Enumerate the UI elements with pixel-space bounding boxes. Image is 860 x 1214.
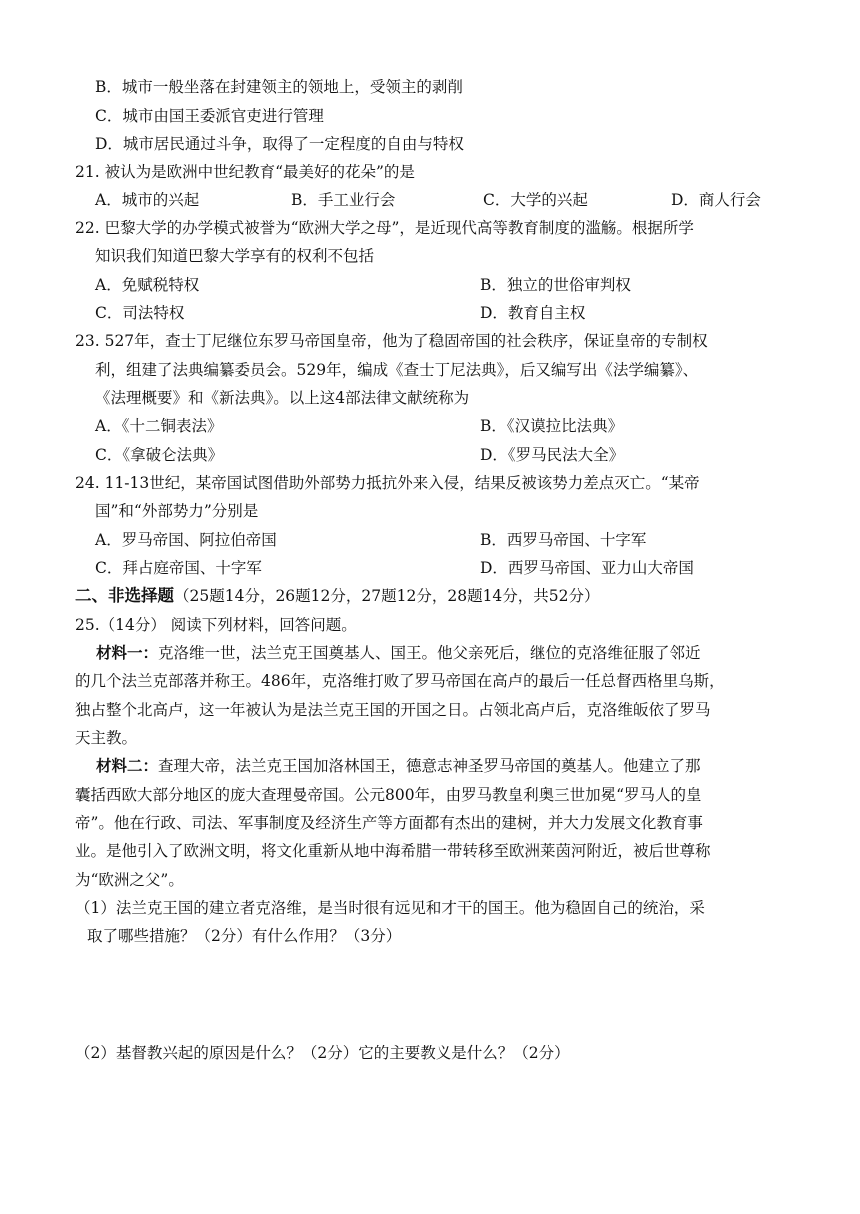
section-2-heading bbox=[75, 586, 600, 606]
q25-sub-2: （2）基督教兴起的原因是什么？（2分）它的主要教义是什么？（2分） bbox=[75, 1044, 570, 1062]
q24-stem-line-2: 国”和“外部势力”分别是 bbox=[95, 502, 259, 520]
q20-option-d: D．城市居民通过斗争，取得了一定程度的自由与特权 bbox=[95, 135, 464, 153]
q24-option-c: C．拜占庭帝国、十字军 bbox=[95, 559, 262, 577]
q25-material-1-line-2: 的几个法兰克部落并称王。486年，克洛维打败了罗马帝国在高卢的最后一任总督西格里乌斯， bbox=[75, 672, 725, 690]
material-1-text: 克洛维一世，法兰克王国奠基人、国王。他父亲死后，继位的克洛维征服了邻近 bbox=[158, 644, 701, 662]
q25-material-2-line-4: 业。是他引入了欧洲文明，将文化重新从地中海希腊一带转移至欧洲莱茵河附近，被后世尊称 bbox=[75, 842, 711, 860]
section-2-detail: （25题14分，26题12分，27题12分，28题14分，共52分） bbox=[174, 587, 600, 605]
q25-stem: 25.（14分） 阅读下列材料，回答问题。 bbox=[75, 616, 357, 634]
q25-material-1-line-3: 独占整个北高卢，这一年被认为是法兰克王国的开国之日。占领北高卢后，克洛维皈依了罗马 bbox=[75, 701, 711, 719]
material-1-label: 材料一： bbox=[96, 643, 159, 662]
q21-stem: 21. 被认为是欧洲中世纪教育“最美好的花朵”的是 bbox=[75, 163, 415, 181]
q22-option-c: C．司法特权 bbox=[95, 304, 185, 322]
q23-stem-line-3: 《法理概要》和《新法典》。以上这4部法律文献统称为 bbox=[95, 389, 470, 407]
q25-sub-1-line-2: 取了哪些措施？（2分）有什么作用？（3分） bbox=[87, 927, 402, 945]
q21-option-d: D．商人行会 bbox=[671, 191, 761, 209]
q25-material-2-line-2: 囊括西欧大部分地区的庞大查理曼帝国。公元800年，由罗马教皇利奥三世加冕“罗马人的皇 bbox=[75, 786, 702, 804]
q21-option-c: C．大学的兴起 bbox=[483, 191, 588, 209]
q23-option-d: D．《罗马民法大全》 bbox=[480, 446, 625, 464]
q24-stem-line-1: 24. 11-13世纪，某帝国试图借助外部势力抵抗外来入侵，结果反被该势力差点灭亡。“某帝 bbox=[75, 474, 700, 492]
material-2-text: 查理大帝，法兰克王国加洛林国王，德意志神圣罗马帝国的奠基人。他建立了那 bbox=[158, 757, 701, 775]
q25-material-2-line-5: 为“欧洲之父”。 bbox=[75, 871, 184, 889]
q23-stem-line-2: 利，组建了法典编纂委员会。529年，编成《查士丁尼法典》，后又编写出《法学编纂》、 bbox=[95, 361, 699, 379]
q22-stem-line-2: 知识我们知道巴黎大学享有的权利不包括 bbox=[95, 247, 375, 265]
q22-stem-line-1: 22. 巴黎大学的办学模式被誉为“欧洲大学之母”，是近现代高等教育制度的滥觞。根据所学 bbox=[75, 219, 694, 237]
q21-option-a: A．城市的兴起 bbox=[95, 191, 200, 209]
q23-option-c: C．《拿破仑法典》 bbox=[95, 446, 224, 464]
q22-option-b: B．独立的世俗审判权 bbox=[480, 276, 631, 294]
q25-material-1-line-1 bbox=[96, 643, 701, 663]
q22-option-d: D．教育自主权 bbox=[480, 304, 586, 322]
q25-material-2-line-3: 帝”。他在行政、司法、军事制度及经济生产等方面都有杰出的建树，并大力发展文化教育事 bbox=[75, 814, 703, 832]
q24-option-d: D．西罗马帝国、亚力山大帝国 bbox=[480, 559, 694, 577]
q24-option-b: B．西罗马帝国、十字军 bbox=[480, 531, 647, 549]
q24-option-a: A．罗马帝国、阿拉伯帝国 bbox=[95, 531, 277, 549]
q23-stem-line-1: 23. 527年，查士丁尼继位东罗马帝国皇帝，他为了稳固帝国的社会秩序，保证皇帝的专制权 bbox=[75, 332, 708, 350]
q25-material-1-line-4: 天主教。 bbox=[75, 729, 138, 747]
q22-option-a: A．免赋税特权 bbox=[95, 276, 200, 294]
q21-option-b: B．手工业行会 bbox=[291, 191, 396, 209]
q25-sub-1-line-1: （1）法兰克王国的建立者克洛维，是当时很有远见和才干的国王。他为稳固自己的统治，采 bbox=[75, 899, 705, 917]
section-2-title: 二、非选择题 bbox=[75, 586, 174, 605]
q23-option-b: B．《汉谟拉比法典》 bbox=[480, 417, 624, 435]
q23-option-a: A．《十二铜表法》 bbox=[95, 417, 223, 435]
q20-option-c: C．城市由国王委派官吏进行管理 bbox=[95, 107, 324, 125]
q20-option-b: B．城市一般坐落在封建领主的领地上，受领主的剥削 bbox=[95, 78, 463, 96]
q25-material-2-line-1 bbox=[96, 756, 701, 776]
material-2-label: 材料二： bbox=[96, 756, 159, 775]
